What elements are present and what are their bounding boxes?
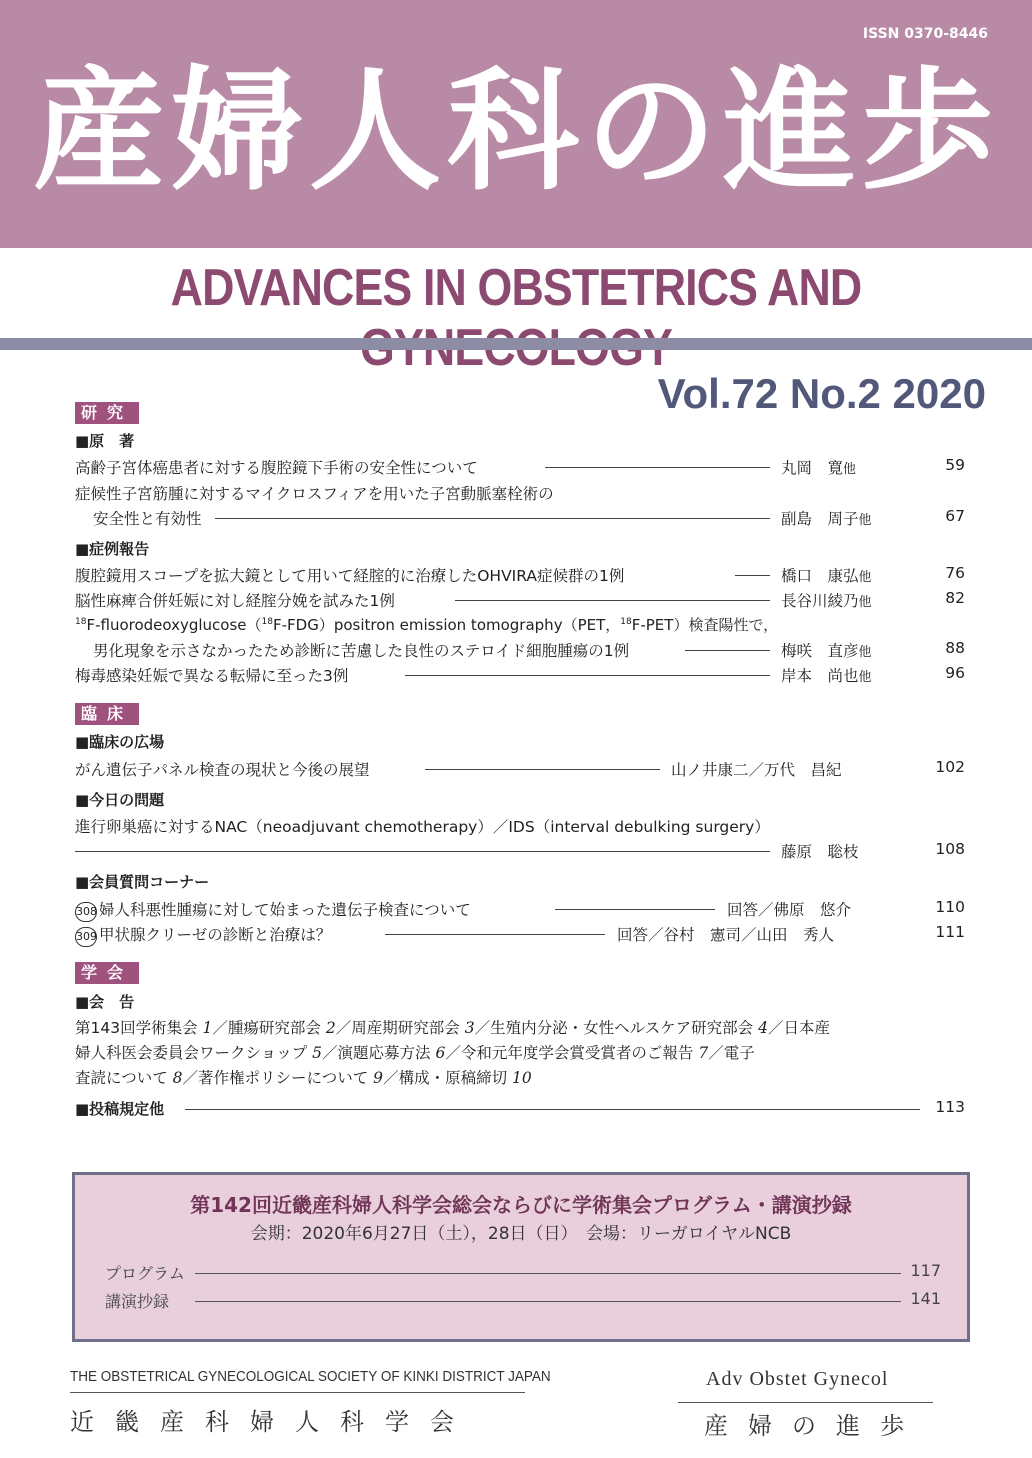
box-entry[interactable] xyxy=(105,1261,941,1283)
question-number: 308 xyxy=(75,902,97,922)
footer-rule xyxy=(70,1392,525,1393)
leader-line xyxy=(405,675,770,676)
article-page: 82 xyxy=(945,589,965,607)
article-author: 梅咲 直彦他 xyxy=(777,639,871,661)
category-member-qa: ■会員質問コーナー xyxy=(75,873,210,891)
article-title: 梅毒感染妊娠で異なる転帰に至った3例 xyxy=(75,664,352,686)
box-entry-label: 講演抄録 xyxy=(105,1289,171,1312)
program-box xyxy=(72,1172,970,1342)
leader-line xyxy=(545,467,770,468)
article-author: 長谷川綾乃他 xyxy=(777,589,871,611)
journal-title-jp: 産婦人科の進歩 xyxy=(33,54,999,209)
category-todays-issue: ■今日の問題 xyxy=(75,791,165,809)
society-name-jp: 近畿産科婦人科学会 xyxy=(70,1408,475,1436)
leader-line xyxy=(425,769,660,770)
category-original: ■原 著 xyxy=(75,432,135,450)
toc-entry[interactable] xyxy=(75,589,965,611)
article-page: 110 xyxy=(935,898,965,916)
leader-line xyxy=(185,1109,920,1110)
leader-line xyxy=(195,1273,901,1274)
leader-line xyxy=(195,1301,901,1302)
box-entry[interactable] xyxy=(105,1289,941,1311)
leader-line xyxy=(215,518,770,519)
notice-line: 婦人科医会委員会ワークショップ 5／演題応募方法 6／令和元年度学会賞受賞者のご報告 7／電子 xyxy=(75,1044,755,1062)
leader-line xyxy=(455,600,770,601)
category-clinical-forum: ■臨床の広場 xyxy=(75,733,165,751)
article-author: 回答／谷村 憲司／山田 秀人 xyxy=(613,923,834,945)
submission-rules: ■投稿規定他 xyxy=(75,1098,168,1119)
program-box-dates: 会期：2020年6月27日（土），28日（日） 会場：リーガロイヤルNCB xyxy=(250,1224,792,1244)
notice-line: 第143回学術集会 1／腫瘍研究部会 2／周産期研究部会 3／生殖内分泌・女性ヘルスケア研究部会 4／日本産 xyxy=(75,1019,830,1037)
article-page: 67 xyxy=(945,507,965,525)
article-author: 岸本 尚也他 xyxy=(777,664,871,686)
toc-entry[interactable] xyxy=(75,564,965,586)
leader-line xyxy=(385,934,605,935)
question-number: 309 xyxy=(75,927,97,947)
toc-entry[interactable] xyxy=(75,898,965,920)
leader-line xyxy=(735,575,770,576)
box-entry-page: 117 xyxy=(910,1261,941,1280)
toc-entry[interactable] xyxy=(75,923,965,945)
notice-line: 査読について 8／著作権ポリシーについて 9／構成・原稿締切 10 xyxy=(75,1069,532,1087)
toc-entry[interactable] xyxy=(75,1098,965,1120)
toc-entry[interactable] xyxy=(75,507,965,529)
article-page: 96 xyxy=(945,664,965,682)
category-case-report: ■症例報告 xyxy=(75,540,150,558)
toc-entry[interactable] xyxy=(75,664,965,686)
program-box-title: 第142回近畿産科婦人科学会総会ならびに学術集会プログラム・講演抄録 xyxy=(190,1193,852,1217)
journal-title-en: ADVANCES IN OBSTETRICS AND xyxy=(170,259,862,317)
section-tag-society: 学会 xyxy=(75,962,139,984)
article-title: がん遺伝子パネル検査の現状と今後の展望 xyxy=(75,758,374,780)
journal-abbreviation: Adv Obstet Gynecol xyxy=(706,1368,889,1390)
article-page: 113 xyxy=(935,1098,965,1116)
section-tag-research: 研究 xyxy=(75,402,139,424)
category-notice: ■会 告 xyxy=(75,993,135,1011)
article-title: 脳性麻痺合併妊娠に対し経腟分娩を試みた1例 xyxy=(75,589,399,611)
volume-info: Vol.72 No.2 2020 xyxy=(657,370,986,417)
article-author: 回答／佛原 悠介 xyxy=(723,898,851,920)
article-page: 76 xyxy=(945,564,965,582)
article-title-line2: 安全性と有効性 xyxy=(93,507,206,529)
article-author: 副島 周子他 xyxy=(777,507,871,529)
toc-entry[interactable] xyxy=(75,639,965,661)
article-title-line2: 男化現象を示さなかったため診断に苦慮した良性のステロイド細胞腫瘍の1例 xyxy=(93,639,633,661)
article-page: 59 xyxy=(945,456,965,474)
toc-entry[interactable] xyxy=(75,840,965,862)
article-author: 丸岡 寛他 xyxy=(777,456,856,478)
journal-abbreviation-jp: 産婦の進歩 xyxy=(704,1412,924,1440)
article-author: 橋口 康弘他 xyxy=(777,564,871,586)
article-page: 102 xyxy=(935,758,965,776)
article-title: 進行卵巣癌に対するNAC（neoadjuvant chemotherapy）／IDS（interval debulking surgery） xyxy=(75,818,770,836)
section-tag-clinical: 臨床 xyxy=(75,703,139,725)
article-title: 高齢子宮体癌患者に対する腹腔鏡下手術の安全性について xyxy=(75,456,482,478)
leader-line xyxy=(75,851,770,852)
leader-line xyxy=(555,909,715,910)
header-divider xyxy=(0,338,1032,350)
article-title-line1: 症候性子宮筋腫に対するマイクロスフィアを用いた子宮動脈塞栓術の xyxy=(75,485,554,503)
leader-line xyxy=(685,650,770,651)
society-name-en: THE OBSTETRICAL GYNECOLOGICAL SOCIETY OF KINKI DISTRICT JAPAN xyxy=(70,1368,551,1385)
issn: ISSN 0370-8446 xyxy=(862,26,988,42)
toc-entry[interactable] xyxy=(75,758,965,780)
article-title: 腹腔鏡用スコープを拡大鏡として用いて経腟的に治療したOHVIRA症候群の1例 xyxy=(75,564,628,586)
footer-rule xyxy=(678,1402,933,1403)
article-author: 藤原 聡枝 xyxy=(777,840,859,862)
article-author: 山ノ井康二／万代 昌紀 xyxy=(667,758,842,780)
article-page: 108 xyxy=(935,840,965,858)
box-entry-label: プログラム xyxy=(105,1261,187,1284)
article-page: 111 xyxy=(935,923,965,941)
article-title-line1: $^{18}$F-fluorodeoxyglucose（$^{18}$F-FDG）positron emission tomography（PET，$^{18}$F-PET）検査陽性で， xyxy=(75,616,779,634)
toc-entry[interactable] xyxy=(75,456,965,478)
article-page: 88 xyxy=(945,639,965,657)
article-title: 309 甲状腺クリーゼの診断と治療は？ xyxy=(75,923,335,947)
article-title: 308 婦人科悪性腫瘍に対して始まった遺伝子検査について xyxy=(75,898,475,922)
box-entry-page: 141 xyxy=(910,1289,941,1308)
